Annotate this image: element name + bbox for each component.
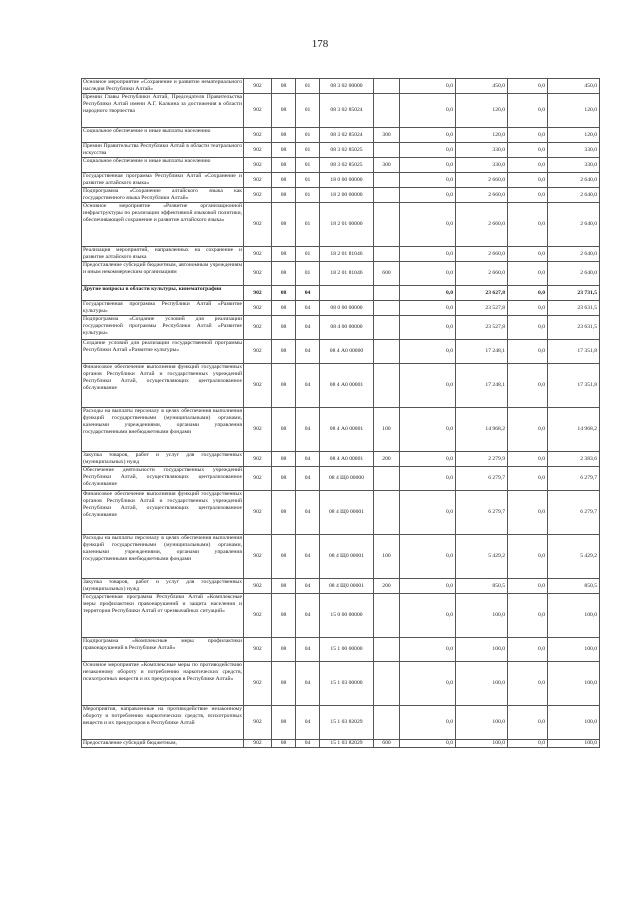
cell-target-article: 18 0 00 00000 (320, 173, 374, 188)
cell-description: Государственная программа Республики Алтай «Развитие культуры» (83, 301, 242, 314)
table-row (82, 638, 600, 662)
table-row (82, 286, 600, 301)
cell-amount-3: 0,0 (508, 408, 548, 452)
cell-expense-type: 100 (374, 408, 400, 452)
cell-amount-4: 100,0 (548, 638, 600, 662)
cell-description: Реализация мероприятий, направленных на сохранение и развитие алтайского языка (83, 247, 242, 260)
cell-amount-3: 0,0 (508, 662, 548, 706)
cell-amount-1: 0,0 (400, 247, 456, 262)
cell-amount-4: 23 731,5 (548, 286, 600, 301)
table-row (82, 662, 600, 706)
cell-description: Обеспечение деятельности государственных учреждений Республики Алтай, осуществляющих централизованное обслуживание (82, 467, 244, 491)
cell-amount-3: 0,0 (508, 316, 548, 340)
cell-target-article: 08 0 00 00000 (320, 301, 374, 316)
cell-amount-4: 120,0 (548, 128, 600, 143)
cell-target-article: 18 2 01 00000 (320, 203, 374, 247)
cell-grbs: 902 (244, 408, 272, 452)
cell-amount-1: 0,0 (400, 173, 456, 188)
cell-amount-3: 0,0 (508, 364, 548, 408)
cell-subsection: 04 (296, 535, 320, 579)
cell-grbs: 902 (244, 128, 272, 143)
cell-grbs: 902 (244, 316, 272, 340)
table-row (82, 173, 600, 188)
cell-expense-type (374, 662, 400, 706)
cell-target-article: 18 2 00 00000 (320, 188, 374, 203)
cell-subsection: 04 (296, 740, 320, 748)
cell-target-article: 15 1 03 00000 (320, 662, 374, 706)
page-number: 178 (311, 38, 329, 50)
cell-amount-1: 0,0 (400, 491, 456, 535)
cell-target-article (320, 286, 374, 301)
cell-amount-4: 850,5 (548, 579, 600, 594)
cell-amount-4: 6 279,7 (548, 491, 600, 535)
cell-grbs: 902 (244, 203, 272, 247)
cell-description: Социальное обеспечение и иные выплаты населению (82, 128, 244, 143)
cell-amount-1: 0,0 (400, 286, 456, 301)
cell-amount-4: 2 640,0 (548, 173, 600, 188)
cell-grbs: 902 (244, 340, 272, 364)
cell-amount-3: 0,0 (508, 79, 548, 94)
cell-subsection: 01 (296, 203, 320, 247)
cell-expense-type: 200 (374, 452, 400, 467)
cell-target-article: 08 3 02 00000 (320, 79, 374, 94)
cell-expense-type (374, 247, 400, 262)
cell-amount-2: 2 660,0 (456, 203, 508, 247)
cell-grbs: 902 (244, 491, 272, 535)
cell-subsection: 04 (296, 594, 320, 638)
cell-section: 08 (272, 247, 296, 262)
cell-section: 08 (272, 638, 296, 662)
cell-amount-2: 100,0 (456, 594, 508, 638)
cell-amount-4: 2 383,6 (548, 452, 600, 467)
cell-section: 08 (272, 301, 296, 316)
cell-grbs: 902 (244, 262, 272, 286)
table-row (82, 706, 600, 740)
cell-grbs: 902 (244, 706, 272, 740)
cell-amount-3: 0,0 (508, 467, 548, 491)
cell-subsection: 04 (296, 364, 320, 408)
cell-subsection: 04 (296, 638, 320, 662)
cell-amount-1: 0,0 (400, 452, 456, 467)
cell-description: Создание условий для реализации государственной программы Республики Алтай «Развитие культуры» (82, 340, 244, 364)
cell-grbs: 902 (244, 173, 272, 188)
cell-amount-2: 2 660,0 (456, 188, 508, 203)
cell-amount-4: 100,0 (548, 706, 600, 740)
cell-subsection: 01 (296, 143, 320, 158)
cell-amount-1: 0,0 (400, 158, 456, 173)
table-row (82, 158, 600, 173)
table-body (82, 79, 600, 748)
cell-expense-type (374, 340, 400, 364)
cell-section: 08 (272, 262, 296, 286)
cell-amount-4: 120,0 (548, 94, 600, 128)
cell-amount-1: 0,0 (400, 301, 456, 316)
cell-amount-1: 0,0 (400, 203, 456, 247)
table-row (82, 408, 600, 452)
cell-amount-1: 0,0 (400, 188, 456, 203)
table-row (82, 79, 600, 94)
cell-description: Премии Правительства Республики Алтай в области театрального искусства (83, 143, 242, 156)
cell-target-article: 15 1 00 00000 (320, 638, 374, 662)
table-row (82, 316, 600, 340)
cell-amount-1: 0,0 (400, 94, 456, 128)
cell-amount-4: 6 279,7 (548, 467, 600, 491)
cell-grbs: 902 (244, 79, 272, 94)
cell-section: 08 (272, 491, 296, 535)
cell-amount-1: 0,0 (400, 408, 456, 452)
cell-amount-1: 0,0 (400, 579, 456, 594)
cell-grbs: 902 (244, 594, 272, 638)
cell-amount-1: 0,0 (400, 467, 456, 491)
table-row (82, 247, 600, 262)
cell-target-article: 08 4 А0 00001 (320, 408, 374, 452)
cell-target-article: 08 4 Щ0 00001 (320, 491, 374, 535)
cell-amount-3: 0,0 (508, 128, 548, 143)
cell-amount-1: 0,0 (400, 262, 456, 286)
cell-amount-4: 330,0 (548, 158, 600, 173)
cell-amount-4: 17 351,8 (548, 364, 600, 408)
cell-description: Финансовое обеспечение выполнения функций государственных органов Республики Алтай и государственных учреждений Республики Алтай, осуществляющих централизованное обслуживание (82, 364, 244, 408)
cell-amount-1: 0,0 (400, 364, 456, 408)
cell-subsection: 04 (296, 316, 320, 340)
cell-amount-2: 2 660,0 (456, 247, 508, 262)
cell-expense-type (374, 188, 400, 203)
cell-target-article: 08 4 А0 00001 (320, 364, 374, 408)
cell-section: 08 (272, 594, 296, 638)
cell-amount-4: 23 631,5 (548, 316, 600, 340)
table-row (82, 262, 600, 286)
cell-expense-type (374, 316, 400, 340)
cell-grbs: 902 (244, 740, 272, 748)
cell-amount-4: 100,0 (548, 594, 600, 638)
cell-expense-type (374, 467, 400, 491)
cell-expense-type: 100 (374, 535, 400, 579)
cell-amount-3: 0,0 (508, 247, 548, 262)
cell-section: 08 (272, 128, 296, 143)
table-row (82, 143, 600, 158)
cell-amount-3: 0,0 (508, 706, 548, 740)
table-row (82, 594, 600, 638)
cell-amount-2: 120,0 (456, 128, 508, 143)
cell-subsection: 04 (296, 579, 320, 594)
cell-target-article: 08 4 А0 00001 (320, 452, 374, 467)
cell-subsection: 04 (296, 452, 320, 467)
cell-target-article: 08 4 Щ0 00001 (320, 535, 374, 579)
cell-grbs: 902 (244, 301, 272, 316)
cell-description: Основное мероприятие «Сохранение и развитие нематериального наследия Республики Алтай» (83, 79, 242, 92)
cell-description: Другие вопросы в области культуры, кинематографии (82, 286, 244, 301)
cell-amount-4: 450,0 (548, 79, 600, 94)
cell-amount-1: 0,0 (400, 128, 456, 143)
cell-section: 08 (272, 286, 296, 301)
cell-amount-2: 6 279,7 (456, 467, 508, 491)
cell-section: 08 (272, 467, 296, 491)
cell-amount-2: 100,0 (456, 706, 508, 740)
cell-amount-1: 0,0 (400, 316, 456, 340)
cell-amount-4: 23 631,5 (548, 301, 600, 316)
cell-amount-2: 2 660,0 (456, 173, 508, 188)
cell-description: Предоставление субсидий бюджетным, автономным учреждениям и иным некоммерческим организациям (82, 262, 244, 286)
table-row (82, 203, 600, 247)
cell-amount-1: 0,0 (400, 79, 456, 94)
cell-subsection: 01 (296, 128, 320, 143)
cell-grbs: 902 (244, 94, 272, 128)
cell-amount-2: 17 248,1 (456, 364, 508, 408)
cell-target-article: 18 2 01 81046 (320, 262, 374, 286)
cell-amount-2: 5 429,2 (456, 535, 508, 579)
cell-description: Финансовое обеспечение выполнения функций государственных органов Республики Алтай и государственных учреждений Республики Алтай, осуществляющих централизованное обслуживание (82, 491, 244, 535)
cell-expense-type: 600 (374, 740, 400, 748)
cell-grbs: 902 (244, 188, 272, 203)
table-row (82, 340, 600, 364)
cell-expense-type (374, 364, 400, 408)
cell-subsection: 04 (296, 662, 320, 706)
cell-amount-4: 2 640,0 (548, 188, 600, 203)
cell-amount-1: 0,0 (400, 662, 456, 706)
cell-expense-type (374, 94, 400, 128)
cell-amount-4: 5 429,2 (548, 535, 600, 579)
cell-grbs: 902 (244, 662, 272, 706)
cell-section: 08 (272, 535, 296, 579)
cell-amount-2: 330,0 (456, 143, 508, 158)
cell-section: 08 (272, 203, 296, 247)
cell-amount-4: 2 640,0 (548, 262, 600, 286)
cell-description: Подпрограмма «Сохранение алтайского языка как государственного языка Республики Алтай» (83, 188, 242, 201)
cell-description: Закупка товаров, работ и услуг для государственных (муниципальных) нужд (83, 452, 242, 465)
cell-section: 08 (272, 79, 296, 94)
cell-subsection: 01 (296, 158, 320, 173)
cell-subsection: 01 (296, 262, 320, 286)
cell-amount-4: 100,0 (548, 740, 600, 748)
cell-section: 08 (272, 740, 296, 748)
cell-target-article: 08 3 02 85024 (320, 128, 374, 143)
cell-description: Подпрограмма «Создание условий для реализации государственной программы Республики Алтай «Развитие культуры» (82, 316, 244, 340)
cell-amount-2: 23 627,8 (456, 286, 508, 301)
cell-section: 08 (272, 706, 296, 740)
cell-section: 08 (272, 662, 296, 706)
cell-subsection: 04 (296, 706, 320, 740)
cell-section: 08 (272, 579, 296, 594)
cell-amount-2: 14 968,2 (456, 408, 508, 452)
cell-expense-type (374, 301, 400, 316)
cell-expense-type: 600 (374, 262, 400, 286)
cell-grbs: 902 (244, 467, 272, 491)
cell-amount-2: 330,0 (456, 158, 508, 173)
cell-target-article: 08 3 02 85024 (320, 94, 374, 128)
cell-target-article: 15 0 00 00000 (320, 594, 374, 638)
cell-amount-4: 2 640,0 (548, 203, 600, 247)
cell-expense-type: 300 (374, 158, 400, 173)
cell-subsection: 01 (296, 247, 320, 262)
cell-section: 08 (272, 452, 296, 467)
cell-grbs: 902 (244, 247, 272, 262)
cell-amount-2: 100,0 (456, 638, 508, 662)
cell-target-article: 08 4 А0 00000 (320, 340, 374, 364)
table-row (82, 535, 600, 579)
cell-subsection: 04 (296, 408, 320, 452)
table-row (82, 740, 600, 748)
cell-amount-3: 0,0 (508, 158, 548, 173)
budget-table (81, 78, 600, 748)
table-row (82, 94, 600, 128)
cell-amount-3: 0,0 (508, 340, 548, 364)
cell-target-article: 08 3 02 85025 (320, 158, 374, 173)
cell-amount-2: 6 279,7 (456, 491, 508, 535)
table-row (82, 364, 600, 408)
cell-amount-4: 100,0 (548, 662, 600, 706)
cell-subsection: 04 (296, 491, 320, 535)
cell-description: Предоставление субсидий бюджетным, (82, 740, 244, 748)
table-row (82, 188, 600, 203)
cell-amount-1: 0,0 (400, 143, 456, 158)
cell-amount-1: 0,0 (400, 706, 456, 740)
cell-section: 08 (272, 158, 296, 173)
cell-amount-1: 0,0 (400, 594, 456, 638)
cell-expense-type (374, 286, 400, 301)
cell-amount-1: 0,0 (400, 740, 456, 748)
cell-expense-type (374, 143, 400, 158)
cell-section: 08 (272, 364, 296, 408)
cell-amount-3: 0,0 (508, 203, 548, 247)
cell-description: Премии Главы Республики Алтай, Председателя Правительства Республики Алтай имени А.Г. Калкина за достижения в области народного творчества (82, 94, 244, 128)
cell-target-article: 08 4 00 00000 (320, 316, 374, 340)
cell-section: 08 (272, 408, 296, 452)
cell-section: 08 (272, 143, 296, 158)
cell-description: Государственная программа Республики Алтай «Комплексные меры профилактики правонарушений и защита населения и территории Республики Алтай от чрезвычайных ситуаций» (82, 594, 244, 638)
cell-description: Государственная программа Республики Алтай «Сохранение и развитие алтайского языка» (83, 173, 242, 186)
table-row (82, 128, 600, 143)
cell-description: Основное мероприятие «Комплексные меры по противодействию незаконному обороту и потреблению наркотических средств, психотропных веществ и их прекурсоров в Республике Алтай» (82, 662, 244, 706)
cell-subsection: 04 (296, 301, 320, 316)
cell-subsection: 01 (296, 173, 320, 188)
cell-amount-3: 0,0 (508, 301, 548, 316)
cell-grbs: 902 (244, 638, 272, 662)
cell-expense-type (374, 491, 400, 535)
cell-grbs: 902 (244, 452, 272, 467)
cell-amount-3: 0,0 (508, 173, 548, 188)
cell-amount-3: 0,0 (508, 638, 548, 662)
table-row (82, 301, 600, 316)
cell-section: 08 (272, 173, 296, 188)
cell-grbs: 902 (244, 158, 272, 173)
table-row (82, 452, 600, 467)
cell-grbs: 902 (244, 143, 272, 158)
table-row (82, 467, 600, 491)
cell-amount-1: 0,0 (400, 535, 456, 579)
cell-grbs: 902 (244, 535, 272, 579)
cell-expense-type (374, 203, 400, 247)
cell-amount-3: 0,0 (508, 594, 548, 638)
cell-amount-3: 0,0 (508, 579, 548, 594)
cell-description: Подпрограмма «Комплексные меры профилактики правонарушений в Республике Алтай» (82, 638, 244, 662)
cell-expense-type (374, 706, 400, 740)
cell-target-article: 18 2 01 81046 (320, 247, 374, 262)
cell-amount-3: 0,0 (508, 740, 548, 748)
cell-section: 08 (272, 340, 296, 364)
cell-expense-type: 300 (374, 128, 400, 143)
cell-subsection: 04 (296, 340, 320, 364)
cell-amount-3: 0,0 (508, 262, 548, 286)
cell-section: 08 (272, 188, 296, 203)
cell-amount-3: 0,0 (508, 286, 548, 301)
cell-description: Основное мероприятие «Развитие организационной инфраструктуры по реализации эффективной языковой политики, обеспечивающей сохранение и развитие алтайского языка» (82, 203, 244, 247)
cell-target-article: 15 1 03 82029 (320, 706, 374, 740)
cell-amount-2: 2 660,0 (456, 262, 508, 286)
cell-amount-2: 23 527,8 (456, 301, 508, 316)
cell-amount-3: 0,0 (508, 94, 548, 128)
cell-amount-4: 14 968,2 (548, 408, 600, 452)
cell-target-article: 08 4 Щ0 00001 (320, 579, 374, 594)
cell-amount-2: 17 248,1 (456, 340, 508, 364)
cell-amount-4: 330,0 (548, 143, 600, 158)
cell-amount-2: 2 279,9 (456, 452, 508, 467)
cell-expense-type (374, 79, 400, 94)
cell-description: Расходы на выплаты персоналу в целях обеспечения выполнения функций государственными (муниципальными) органами, казенными учреждениями, органами управления государственными внебюджетными фондами (82, 408, 244, 452)
cell-amount-2: 100,0 (456, 740, 508, 748)
cell-amount-2: 100,0 (456, 662, 508, 706)
cell-target-article: 15 1 03 82029 (320, 740, 374, 748)
cell-description: Закупка товаров, работ и услуг для государственных (муниципальных) нужд (83, 579, 242, 592)
cell-subsection: 01 (296, 188, 320, 203)
cell-amount-2: 450,0 (456, 79, 508, 94)
cell-section: 08 (272, 316, 296, 340)
table-row (82, 491, 600, 535)
cell-description: Социальное обеспечение и иные выплаты населению (82, 158, 244, 173)
cell-target-article: 08 4 Щ0 00000 (320, 467, 374, 491)
cell-subsection: 04 (296, 467, 320, 491)
cell-expense-type: 200 (374, 579, 400, 594)
cell-subsection: 01 (296, 94, 320, 128)
cell-amount-3: 0,0 (508, 535, 548, 579)
cell-amount-1: 0,0 (400, 340, 456, 364)
cell-grbs: 902 (244, 579, 272, 594)
cell-grbs: 902 (244, 364, 272, 408)
table-row (82, 579, 600, 594)
cell-target-article: 08 3 02 85025 (320, 143, 374, 158)
cell-amount-2: 120,0 (456, 94, 508, 128)
cell-subsection: 04 (296, 286, 320, 301)
cell-grbs: 902 (244, 286, 272, 301)
cell-expense-type (374, 594, 400, 638)
cell-expense-type (374, 173, 400, 188)
cell-amount-1: 0,0 (400, 638, 456, 662)
cell-amount-2: 23 527,8 (456, 316, 508, 340)
cell-subsection: 01 (296, 79, 320, 94)
cell-section: 08 (272, 94, 296, 128)
cell-amount-3: 0,0 (508, 143, 548, 158)
cell-amount-3: 0,0 (508, 491, 548, 535)
cell-amount-2: 850,5 (456, 579, 508, 594)
cell-amount-4: 2 640,0 (548, 247, 600, 262)
cell-amount-3: 0,0 (508, 452, 548, 467)
cell-amount-4: 17 351,8 (548, 340, 600, 364)
cell-expense-type (374, 638, 400, 662)
cell-description: Мероприятия, направленные на противодействие незаконному обороту и потреблению наркотических средств, психотропных веществ и их прекурсоров в Республике Алтай (82, 706, 244, 740)
cell-description: Расходы на выплаты персоналу в целях обеспечения выполнения функций государственными (муниципальными) органами, казенными учреждениями, органами управления государственными внебюджетными фондами (82, 535, 244, 579)
cell-amount-3: 0,0 (508, 188, 548, 203)
